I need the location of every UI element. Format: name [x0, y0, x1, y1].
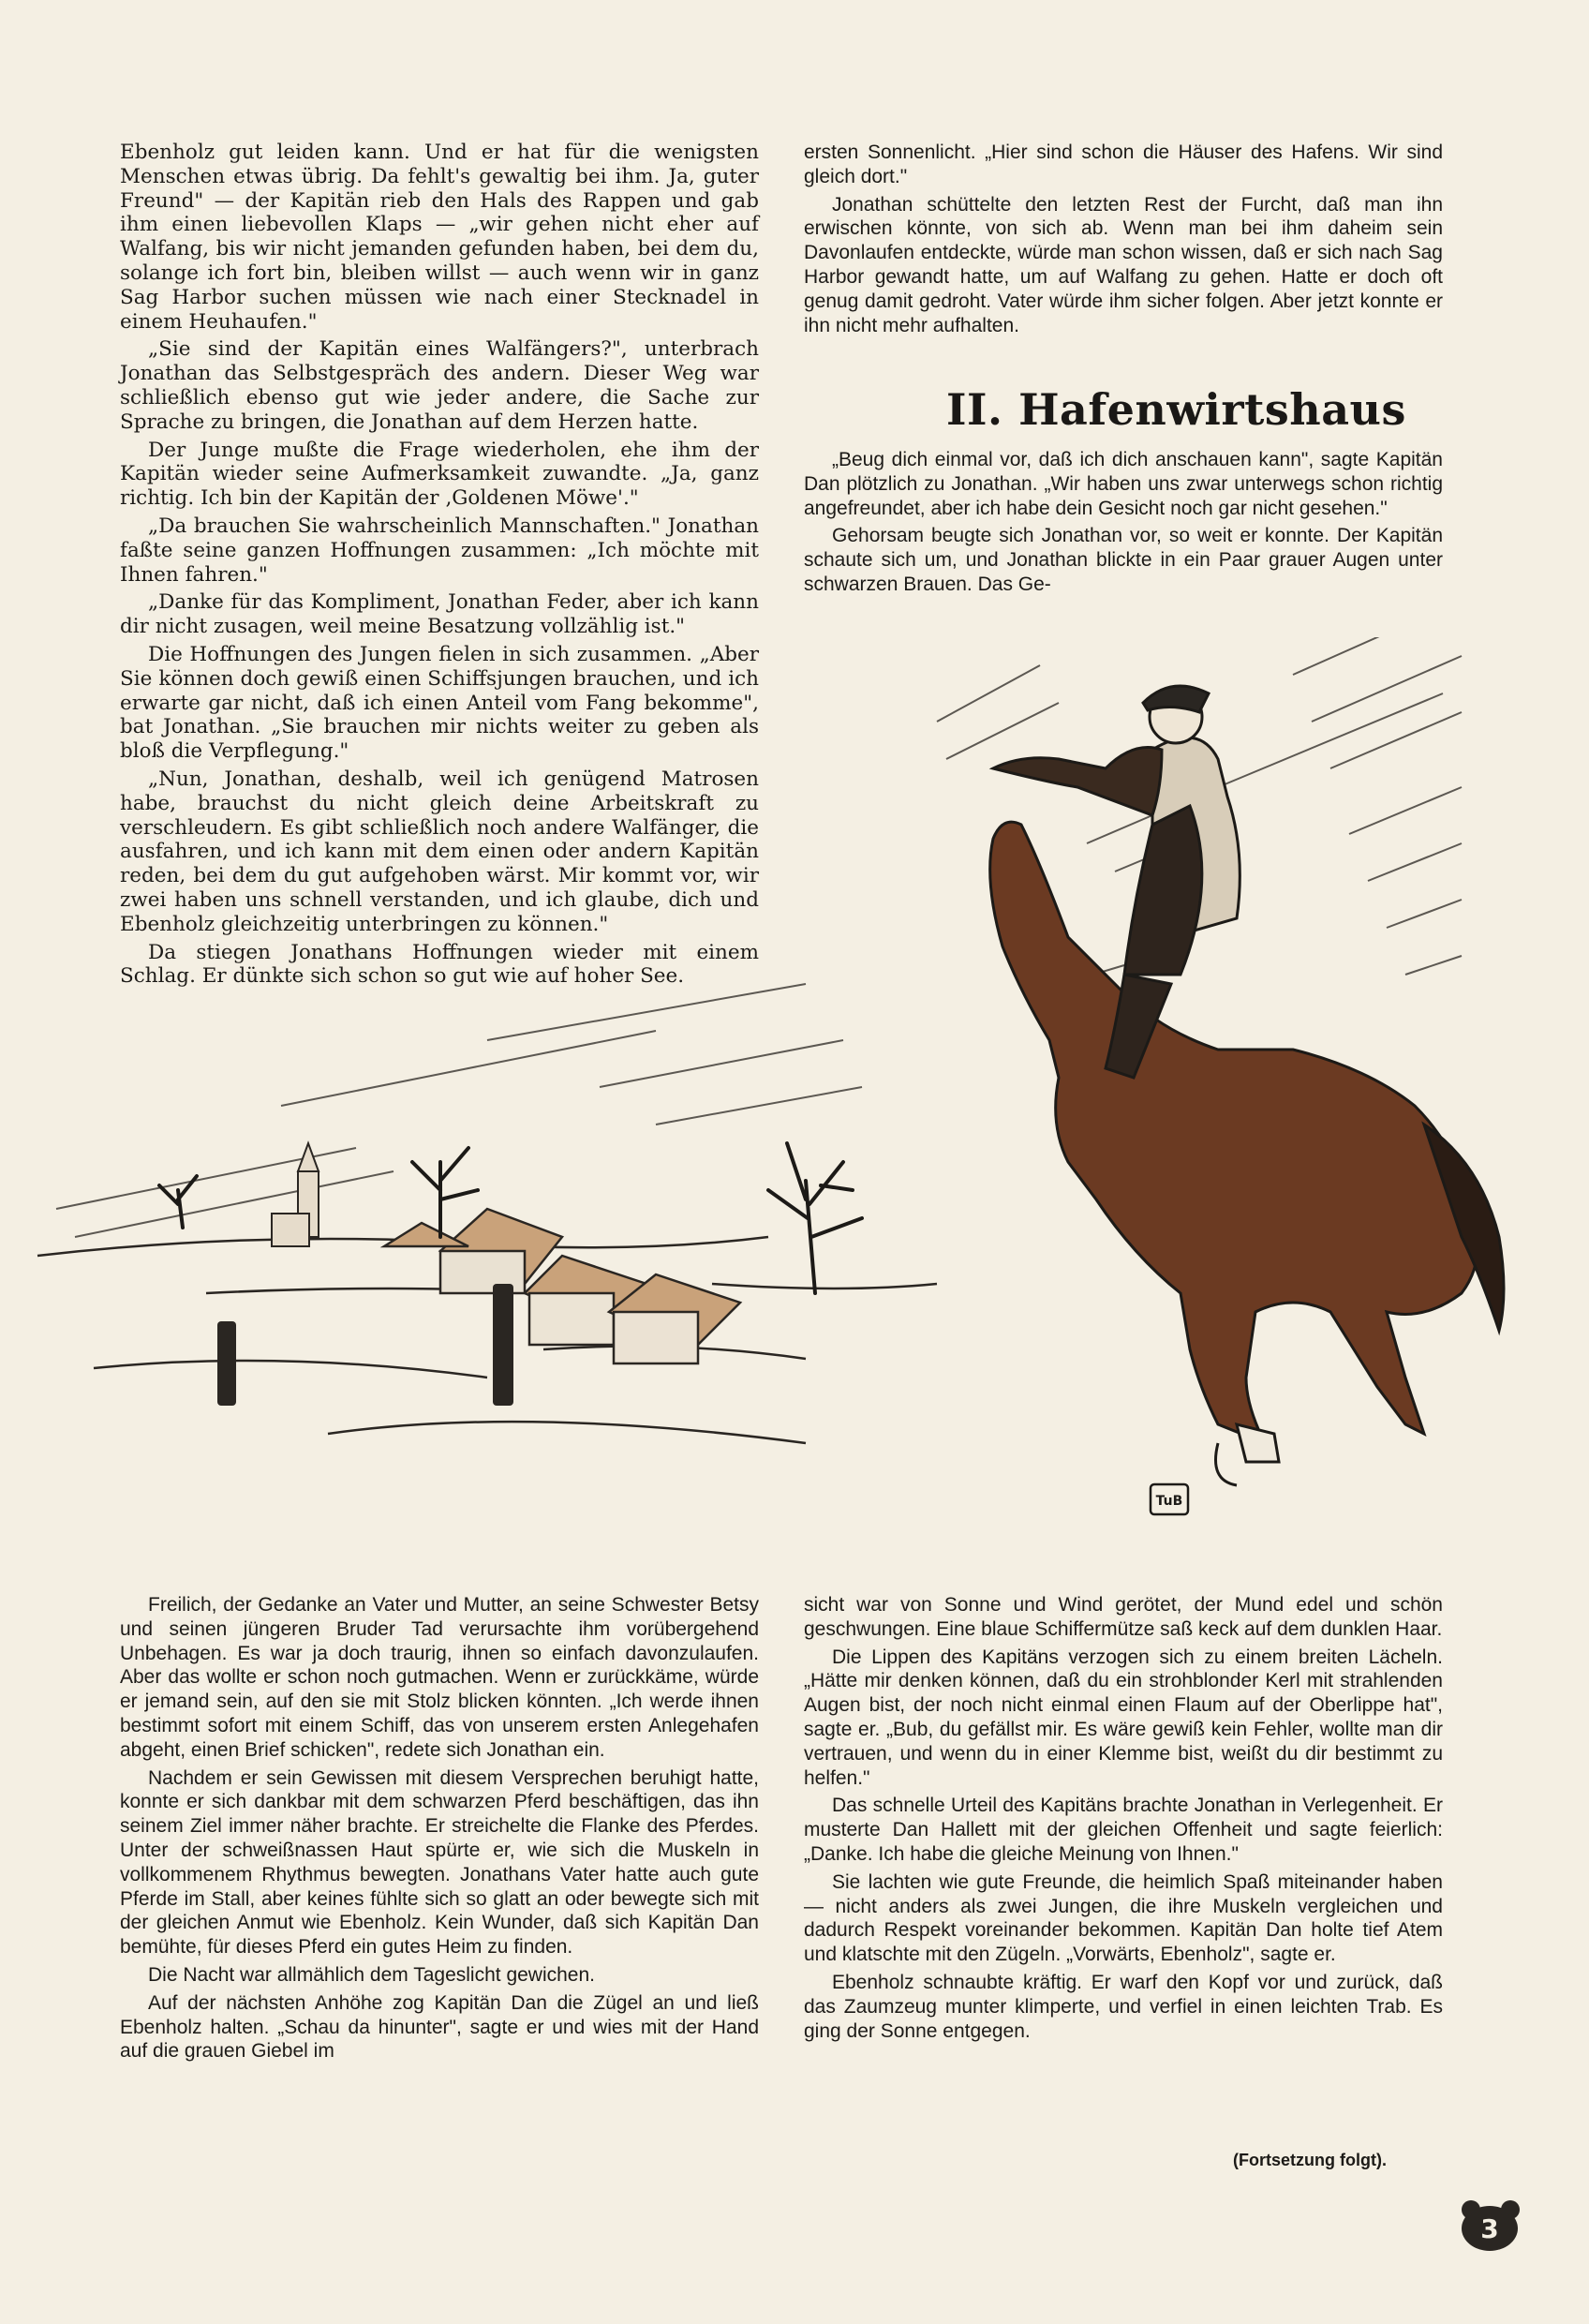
- paragraph: „Danke für das Kompliment, Jonathan Feder, aber ich kann dir nicht zusagen, weil meine Besatzung vollzählig ist.": [120, 590, 759, 639]
- paragraph: Jonathan schüttelte den letzten Rest der Furcht, daß man ihn erwischen könnte, von sich ab. Wenn man bei ihm daheim sein Davonlaufen entdeckte, würde man schon wissen, daß er sich nach Sag Harbor gewandt hatte, um auf Walfang zu gehen. Hatte er doch oft genug damit gedroht. Vater würde ihm sicher folgen. Aber jetzt konnte er ihn nicht mehr aufhalten.: [804, 193, 1443, 336]
- section-heading: II. Hafenwirtshaus: [946, 384, 1406, 435]
- paragraph: Nachdem er sein Gewissen mit diesem Versprechen beruhigt hatte, konnte er sich dankbar mit dem schwarzen Pferd beschäftigen, das ihn seinem Ziel immer näher brachte. Er streichelte die Flanke des Pferdes. Unter der schweißnassen Haut spürte er, wie sich die Muskeln in vollkommenem Rhythmus bewegten. Jonathans Vater hatte auch gute Pferde im Stall, aber keines fühlte sich so glatt an oder bewegte sich mit der gleichen Anmut wie Ebenholz. Kein Wunder, daß sich Kapitän Dan bemühte, für dieses Pferd ein gutes Heim zu finden.: [120, 1766, 759, 1959]
- artist-monogram: [1151, 1484, 1188, 1514]
- paragraph: „Sie sind der Kapitän eines Walfängers?", unterbrach Jonathan das Selbstgespräch des andern. Dieser Weg war schließlich ebenso gut wie jeder andere, die Sache zur Sprache zu bringen, die Jonathan auf dem Herzen hatte.: [120, 337, 759, 434]
- paragraph: Gehorsam beugte sich Jonathan vor, so weit er konnte. Der Kapitän schaute sich um, und Jonathan blickte in ein Paar grauer Augen unter schwarzen Brauen. Das Ge-: [804, 525, 1443, 595]
- paragraph: Freilich, der Gedanke an Vater und Mutter, an seine Schwester Betsy und seinen jüngeren Bruder Tad verursachte ihm vorübergehend Unbehagen. Es war ja doch traurig, ihnen so einfach davonzulaufen. Aber das wollte er schon noch gutmachen. Wenn er zurückkäme, würde er jemand sein, auf den sie mit Stolz blicken könnten. „Ich werde ihnen bestimmt sofort mit einem Schiff, das von unserem ersten Anlegehafen abgeht, einen Brief schicken", redete sich Jonathan ein.: [120, 1594, 759, 1761]
- paragraph: „Da brauchen Sie wahrscheinlich Mannschaften." Jonathan faßte seine ganzen Hoffnungen zusammen: „Ich möchte mit Ihnen fahren.": [120, 514, 759, 587]
- column-top-right-continued: [804, 448, 1443, 597]
- paragraph: Die Nacht war allmählich dem Tageslicht gewichen.: [148, 1963, 596, 1986]
- paragraph: „Beug dich einmal vor, daß ich dich anschauen kann", sagte Kapitän Dan plötzlich zu Jonathan. „Wir haben uns zwar unterwegs schon richtig angefreundet, aber ich habe dein Gesicht noch gar nicht gesehen.": [804, 449, 1443, 519]
- column-bottom-left: [120, 1593, 759, 2063]
- page-number-badge: [1452, 2193, 1537, 2258]
- page-number: 3: [1480, 2213, 1499, 2244]
- paragraph: Die Hoffnungen des Jungen fielen in sich zusammen. „Aber Sie können doch gewiß einen Schiffsjungen brauchen, und ich erwarte gar nicht, daß ich einen Anteil vom Fang bekomme", bat Jonathan. „Sie brauchen mir nichts weiter zu geben als bloß die Verpflegung.": [120, 642, 759, 764]
- paragraph: Sie lachten wie gute Freunde, die heimlich Spaß miteinander haben — nicht anders als zwei Jungen, die ihre Muskeln vergleichen und dadurch Respekt voreinander bekommen. Kapitän Dan holte tief Atem und klatschte mit den Zügeln. „Vorwärts, Ebenholz", sagte er.: [804, 1870, 1443, 1966]
- paragraph: sicht war von Sonne und Wind gerötet, der Mund edel und schön geschwungen. Eine blaue Schiffermütze saß keck auf dem dunklen Haar.: [804, 1594, 1443, 1640]
- paragraph: Auf der nächsten Anhöhe zog Kapitän Dan die Zügel an und ließ Ebenholz halten. „Schau da hinunter", sagte er und wies mit der Hand auf die grauen Giebel im: [120, 1991, 759, 2063]
- paragraph: Da stiegen Jonathans Hoffnungen wieder mit einem Schlag. Er dünkte sich schon so gut wie auf hoher See.: [120, 940, 759, 989]
- artist-monogram-text: TuB: [1155, 1494, 1183, 1509]
- paragraph: ersten Sonnenlicht. „Hier sind schon die Häuser des Hafens. Wir sind gleich dort.": [804, 142, 1443, 187]
- continued-note: (Fortsetzung folgt).: [1233, 2151, 1387, 2169]
- column-top-right: [804, 141, 1443, 337]
- paragraph: Ebenholz gut leiden kann. Und er hat für die wenigsten Menschen etwas übrig. Da fehlt's gewaltig bei ihm. Ja, guter Freund" — der Kapitän rieb den Hals des Rappen und gab ihm einen liebevollen Klaps — „wir gehen nicht eher auf Walfang, bis wir nicht jemanden gefunden haben, bei dem du, solange ich fort bin, bleiben willst — auch wenn wir in ganz Sag Harbor suchen müssen wie nach einer Stecknadel in einem Heuhaufen.": [120, 141, 759, 334]
- paragraph: Das schnelle Urteil des Kapitäns brachte Jonathan in Verlegenheit. Er musterte Dan Hallett mit der gleichen Offenheit und sagte feierlich: „Danke. Ich habe die gleiche Meinung von Ihnen.": [804, 1795, 1443, 1865]
- column-bottom-right: [804, 1593, 1443, 2043]
- paragraph: Ebenholz schnaubte kräftig. Er warf den Kopf vor und zurück, daß das Zaumzeug munter klimperte, und verfiel in einen leichten Trab. Es ging der Sonne entgegen.: [804, 1971, 1443, 2042]
- paragraph: Die Lippen des Kapitäns verzogen sich zu einem breiten Lächeln. „Hätte mir denken können, daß du ein strohblonder Kerl mit strahlenden Augen bist, der noch nicht einmal einen Flaum auf der Oberlippe hat", sagte er. „Bub, du gefällst mir. Es wäre gewiß kein Fehler, wollte man dir vertrauen, und wenn du in einer Klemme bist, weißt du dir bestimmt zu helfen.": [804, 1646, 1443, 1789]
- paragraph: Der Junge mußte die Frage wiederholen, ehe ihm der Kapitän wieder seine Aufmerksamkeit zuwandte. „Ja, ganz richtig. Ich bin der Kapitän der ‚Goldenen Möwe'.": [120, 438, 759, 511]
- rider-on-horse-illustration: [0, 637, 1589, 1593]
- paragraph: „Nun, Jonathan, deshalb, weil ich genügend Matrosen habe, brauchst du nicht gleich deine Arbeitskraft zu verschleudern. Es gibt schließlich noch andere Walfänger, die ausfahren, und ich kann mit dem einen oder andern Kapitän reden, bei dem du gut aufgehoben wärst. Mir kommt vor, wir zwei haben uns schnell verstanden, und ich glaube, dich und Ebenholz gleichzeitig unterbringen zu können.": [120, 767, 759, 936]
